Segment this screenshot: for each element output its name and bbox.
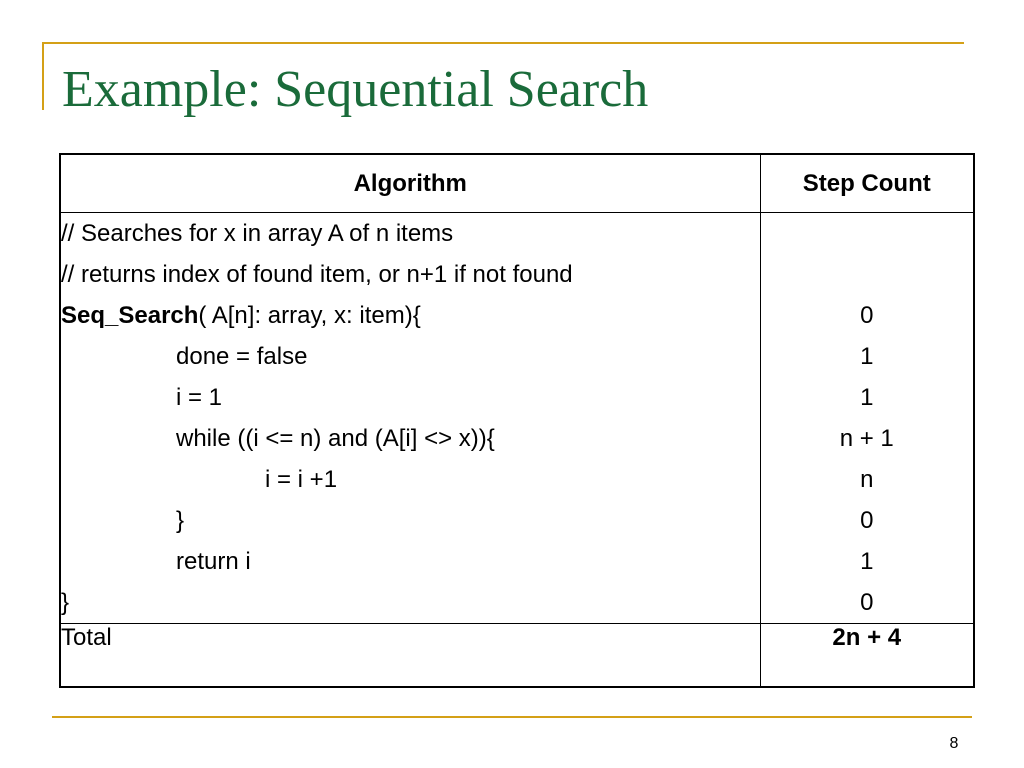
code-line-function-signature [61,295,760,336]
step-value-i-init: 1 [860,384,874,411]
function-name: Seq_Search [61,302,199,329]
step-value-comment-1 [761,213,974,254]
code-line-comment-2: // returns index of found item, or n+1 if not found [61,261,573,288]
code-line-function-close: } [61,589,70,616]
code-line-i-init: i = 1 [176,384,223,411]
left-accent-line [42,42,44,110]
code-line-while: while ((i <= n) and (A[i] <> x)){ [176,425,495,452]
bottom-accent-line [52,716,972,718]
algorithm-step-count-table [59,153,975,688]
code-line-comment-1: // Searches for x in array A of n items [61,220,454,247]
step-value-function-close: 0 [860,589,874,616]
function-params: ( A[n]: array, x: item){ [198,302,421,329]
table-header-row [60,154,974,213]
table-row-algorithm-body [60,213,974,624]
total-label: Total [60,624,760,688]
step-value-comment-2 [761,254,974,295]
algorithm-code-cell [60,213,760,624]
step-count-column-header: Step Count [760,154,974,213]
algorithm-column-header: Algorithm [60,154,760,213]
table-row-total [60,624,974,688]
step-value-while: n + 1 [839,425,894,452]
step-value-done-assign: 1 [860,343,874,370]
page-number: 8 [949,735,959,752]
step-value-return: 1 [860,548,874,575]
code-line-while-close: } [176,507,185,534]
step-value-increment: n [860,466,874,493]
code-line-done-assign: done = false [176,343,308,370]
step-value-function-signature: 0 [860,302,874,329]
top-accent-line [42,42,964,44]
step-count-cell [760,213,974,624]
slide-title: Example: Sequential Search [62,61,649,118]
code-line-increment: i = i +1 [265,466,338,493]
total-value: 2n + 4 [760,624,974,688]
step-value-while-close: 0 [860,507,874,534]
code-line-return: return i [176,548,251,575]
